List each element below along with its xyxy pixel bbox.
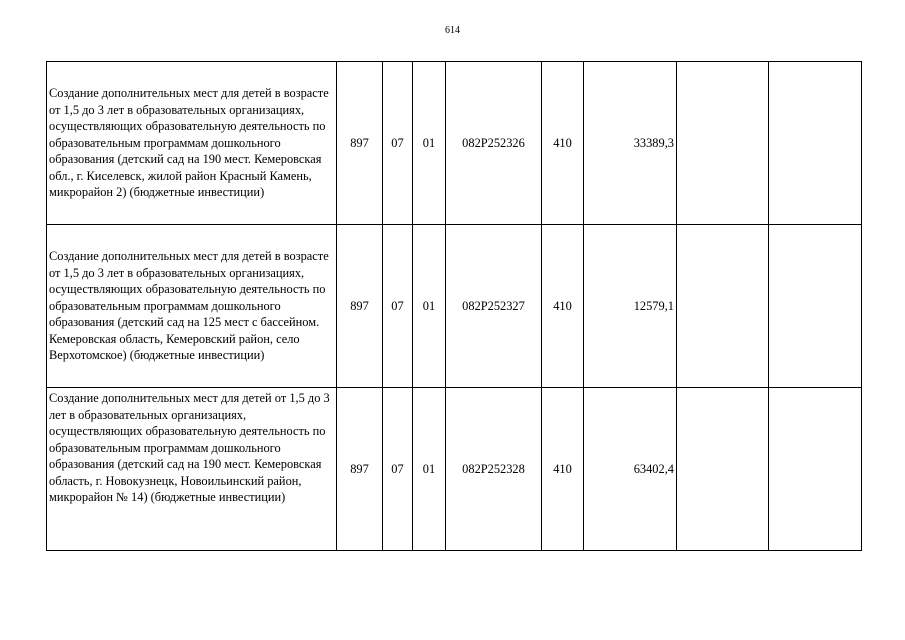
section-cell: 07 (383, 388, 413, 551)
budget-table (46, 61, 862, 551)
amount-cell: 12579,1 (584, 225, 677, 388)
ministry-cell: 897 (337, 388, 383, 551)
empty-cell (677, 388, 769, 551)
target-article-cell: 082Р252327 (446, 225, 542, 388)
subsection-cell: 01 (413, 225, 446, 388)
description-cell: Создание дополнительных мест для детей в возрасте от 1,5 до 3 лет в образовательных организациях, осуществляющих образовательную деятельность по образовательным программам дошкольного образования (детский сад на 190 мест. Кемеровская обл., г. Киселевск, жилой район Красный Камень, микрорайон 2) (бюджетные инвестиции) (47, 62, 337, 225)
amount-cell: 63402,4 (584, 388, 677, 551)
expense-type-cell: 410 (542, 388, 584, 551)
target-article-cell: 082Р252328 (446, 388, 542, 551)
table-row (47, 62, 862, 225)
empty-cell (769, 388, 862, 551)
subsection-cell: 01 (413, 62, 446, 225)
expense-type-cell: 410 (542, 62, 584, 225)
empty-cell (769, 225, 862, 388)
amount-cell: 33389,3 (584, 62, 677, 225)
ministry-cell: 897 (337, 62, 383, 225)
ministry-cell: 897 (337, 225, 383, 388)
empty-cell (677, 225, 769, 388)
description-cell: Создание дополнительных мест для детей от 1,5 до 3 лет в образовательных организациях, осуществляющих образовательную деятельность по образовательным программам дошкольного образования (детский сад на 190 мест. Кемеровская область, г. Новокузнецк, Новоильинский район, микрорайон № 14) (бюджетные инвестиции) (47, 388, 337, 551)
page-number: 614 (445, 25, 460, 36)
section-cell: 07 (383, 225, 413, 388)
table-row (47, 225, 862, 388)
subsection-cell: 01 (413, 388, 446, 551)
empty-cell (677, 62, 769, 225)
table-row (47, 388, 862, 551)
section-cell: 07 (383, 62, 413, 225)
expense-type-cell: 410 (542, 225, 584, 388)
description-cell: Создание дополнительных мест для детей в возрасте от 1,5 до 3 лет в образовательных организациях, осуществляющих образовательную деятельность по образовательным программам дошкольного образования (детский сад на 125 мест с бассейном. Кемеровская область, Кемеровский район, село Верхотомское) (бюджетные инвестиции) (47, 225, 337, 388)
empty-cell (769, 62, 862, 225)
target-article-cell: 082Р252326 (446, 62, 542, 225)
